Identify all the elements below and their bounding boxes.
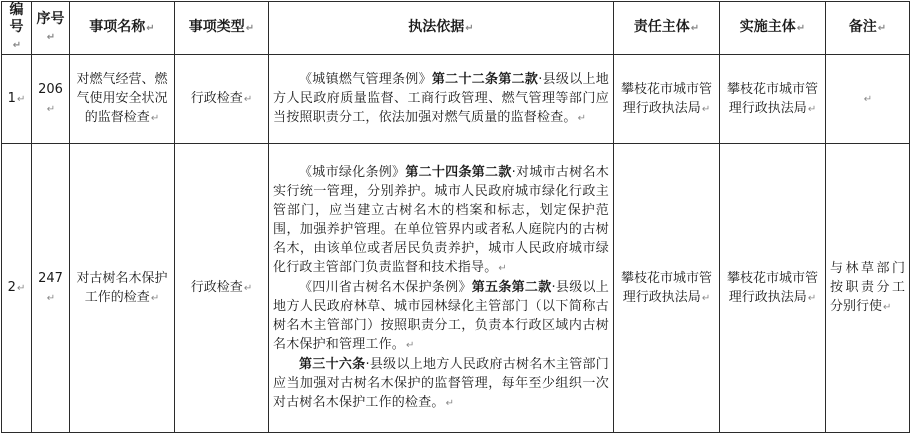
table-row (2, 55, 910, 144)
header-responsible-party: 责任主体↵ (614, 2, 720, 55)
enforcement-items-table (1, 1, 910, 433)
cell-responsible-party: 攀枝花市城市管理行政执法局↵ (614, 55, 720, 144)
basis-paragraph: 《四川省古树名木保护条例》第五条第二款·县级以上地方人民政府林草、城市园林绿化主管部门（以下简称古树名木主管部门）按照职责分工，负责本行政区域内古树名木保护和管理工作。↵ (273, 280, 609, 352)
cell-number: 1↵ (2, 55, 32, 144)
table-row (2, 144, 910, 433)
header-implementing-party: 实施主体↵ (720, 2, 826, 55)
cell-item-type: 行政检查↵ (175, 55, 269, 144)
header-sequence: 序号↵ (32, 2, 70, 55)
header-item-type: 事项类型↵ (175, 2, 269, 55)
cell-legal-basis (269, 144, 614, 433)
header-remarks: 备注↵ (826, 2, 910, 55)
cell-remarks: 与林草部门按职责分工分别行使↵ (826, 144, 910, 433)
cell-item-name: 对古树名木保护工作的检查↵ (70, 144, 175, 433)
cell-sequence: 206↵ (32, 55, 70, 144)
cell-item-type: 行政检查↵ (175, 144, 269, 433)
cell-implementing-party: 攀枝花市城市管理行政执法局↵ (720, 55, 826, 144)
header-legal-basis: 执法依据↵ (269, 2, 614, 55)
basis-paragraph: 第三十六条·县级以上地方人民政府古树名木主管部门应当加强对古树名木保护的监督管理，每年至少组织一次对古树名木保护工作的检查。↵ (273, 357, 609, 410)
cell-number: 2↵ (2, 144, 32, 433)
cell-legal-basis (269, 55, 614, 144)
basis-paragraph: 《城市绿化条例》第二十四条第二款·对城市古树名木实行统一管理，分别养护。城市人民政府城市绿化行政主管部门，应当建立古树名木的档案和标志，划定保护范围，加强养护管理。在单位管界内或者私人庭院内的古树名木，由该单位或者居民负责养护，城市人民政府城市绿化行政主管部门负责监督和技术指导。↵ (273, 165, 609, 275)
cell-responsible-party: 攀枝花市城市管理行政执法局↵ (614, 144, 720, 433)
cell-sequence: 247↵ (32, 144, 70, 433)
header-item-name: 事项名称↵ (70, 2, 175, 55)
header-number: 编号↵ (2, 2, 32, 55)
basis-paragraph: 《城镇燃气管理条例》第二十二条第二款·县级以上地方人民政府质量监督、工商行政管理、燃气管理等部门应当按照职责分工，依法加强对燃气质量的监督检查。↵ (273, 72, 609, 125)
header-row (2, 2, 910, 55)
cell-remarks: ↵ (826, 55, 910, 144)
cell-item-name: 对燃气经营、燃气使用安全状况的监督检查↵ (70, 55, 175, 144)
cell-implementing-party: 攀枝花市城市管理行政执法局↵ (720, 144, 826, 433)
